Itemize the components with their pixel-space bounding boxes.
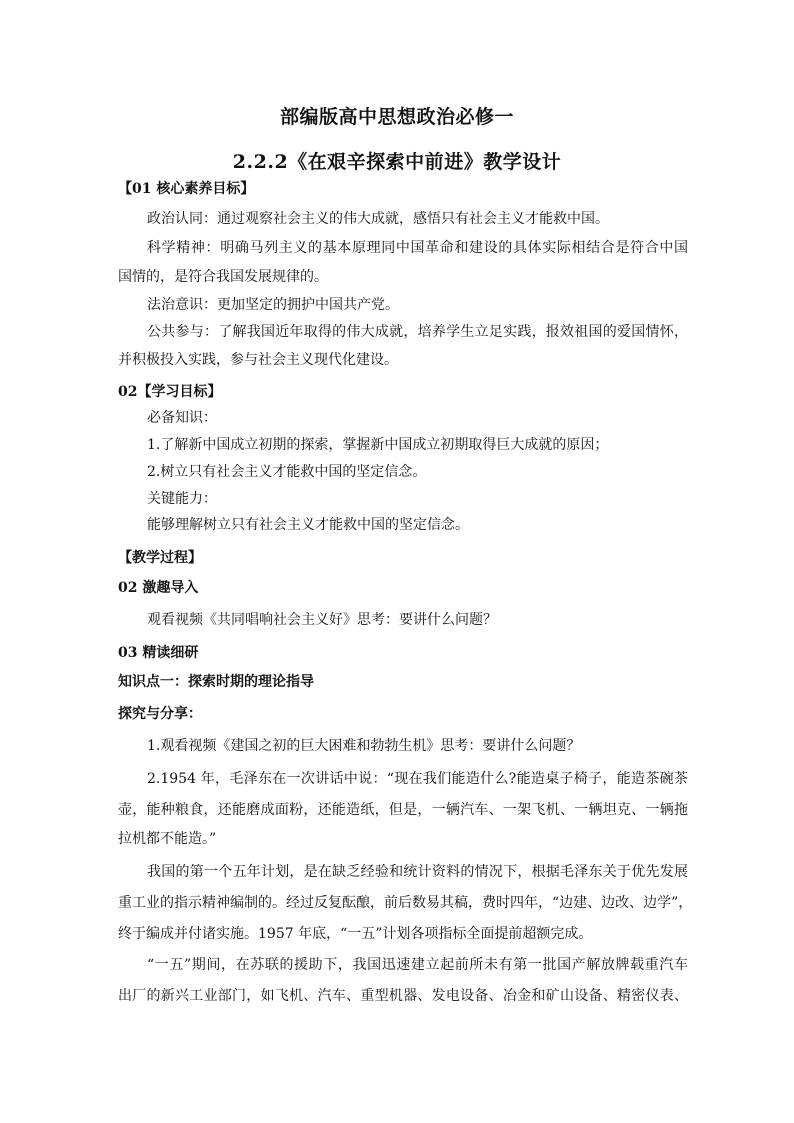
paragraph: 公共参与：了解我国近年取得的伟大成就，培养学生立足实践，报效祖国的爱国情怀，: [147, 324, 688, 340]
document-title: 部编版高中思想政治必修一: [279, 106, 514, 128]
paragraph: 法治意识：更加坚定的拥护中国共产党。: [147, 297, 399, 313]
section-heading-explore-share: 探究与分享：: [118, 706, 202, 722]
section-heading-teaching-process: 【教学过程】: [118, 550, 202, 566]
paragraph: 政治认同：通过观察社会主义的伟大成就，感悟只有社会主义才能救中国。: [147, 211, 609, 227]
section-heading-close-reading: 03 精读细研: [118, 645, 199, 661]
section-heading-learning-goals: 02【学习目标】: [118, 384, 222, 400]
paragraph: 科学精神：明确马列主义的基本原理同中国革命和建设的具体实际相结合是符合中国: [147, 240, 688, 256]
section-heading-intro: 02 激趣导入: [118, 580, 199, 596]
paragraph-continuation: 重工业的指示精神编制的。经过反复酝酿，前后数易其稿，费时四年，“边建、边改、边学”，: [118, 895, 693, 911]
paragraph: 观看视频《共同唱响社会主义好》思考：要讲什么问题？: [147, 612, 497, 628]
paragraph-continuation: 出厂的新兴工业部门，如飞机、汽车、重型机器、发电设备、冶金和矿山设备、精密仪表、: [118, 988, 688, 1004]
paragraph: 2.1954 年，毛泽东在一次讲话中说：“现在我们能造什么?能造桌子椅子，能造茶碗茶: [147, 771, 688, 787]
section-heading-knowledge-point: 知识点一：探索时期的理论指导: [118, 674, 314, 690]
paragraph-continuation: 壶，能种粮食，还能磨成面粉，还能造纸，但是，一辆汽车、一架飞机、一辆坦克、一辆拖: [118, 802, 688, 818]
paragraph-continuation: 国情的，是符合我国发展规律的。: [118, 269, 328, 285]
list-item: 1.观看视频《建国之初的巨大困难和勃勃生机》思考：要讲什么问题？: [147, 738, 581, 754]
paragraph: “一五”期间，在苏联的援助下，我国迅速建立起前所未有第一批国产解放牌载重汽车: [147, 957, 688, 973]
section-heading-core-literacy: 【01 核心素养目标】: [118, 181, 255, 197]
paragraph-continuation: 拉机都不能造。”: [118, 831, 217, 847]
document-subtitle: 2.2.2《在艰辛探索中前进》教学设计: [232, 151, 562, 173]
list-item: 2.树立只有社会主义才能救中国的坚定信念。: [147, 464, 427, 480]
list-item: 1.了解新中国成立初期的探索，掌握新中国成立初期取得巨大成就的原因；: [147, 437, 609, 453]
paragraph: 关键能力：: [147, 491, 217, 507]
paragraph-continuation: 终于编成并付诸实施。1957 年底，“一五”计划各项指标全面提前超额完成。: [118, 926, 593, 942]
paragraph-continuation: 并积极投入实践，参与社会主义现代化建设。: [118, 352, 398, 368]
paragraph: 必备知识：: [147, 410, 217, 426]
paragraph: 能够理解树立只有社会主义才能救中国的坚定信念。: [147, 517, 469, 533]
paragraph: 我国的第一个五年计划，是在缺乏经验和统计资料的情况下，根据毛泽东关于优先发展: [147, 864, 688, 880]
